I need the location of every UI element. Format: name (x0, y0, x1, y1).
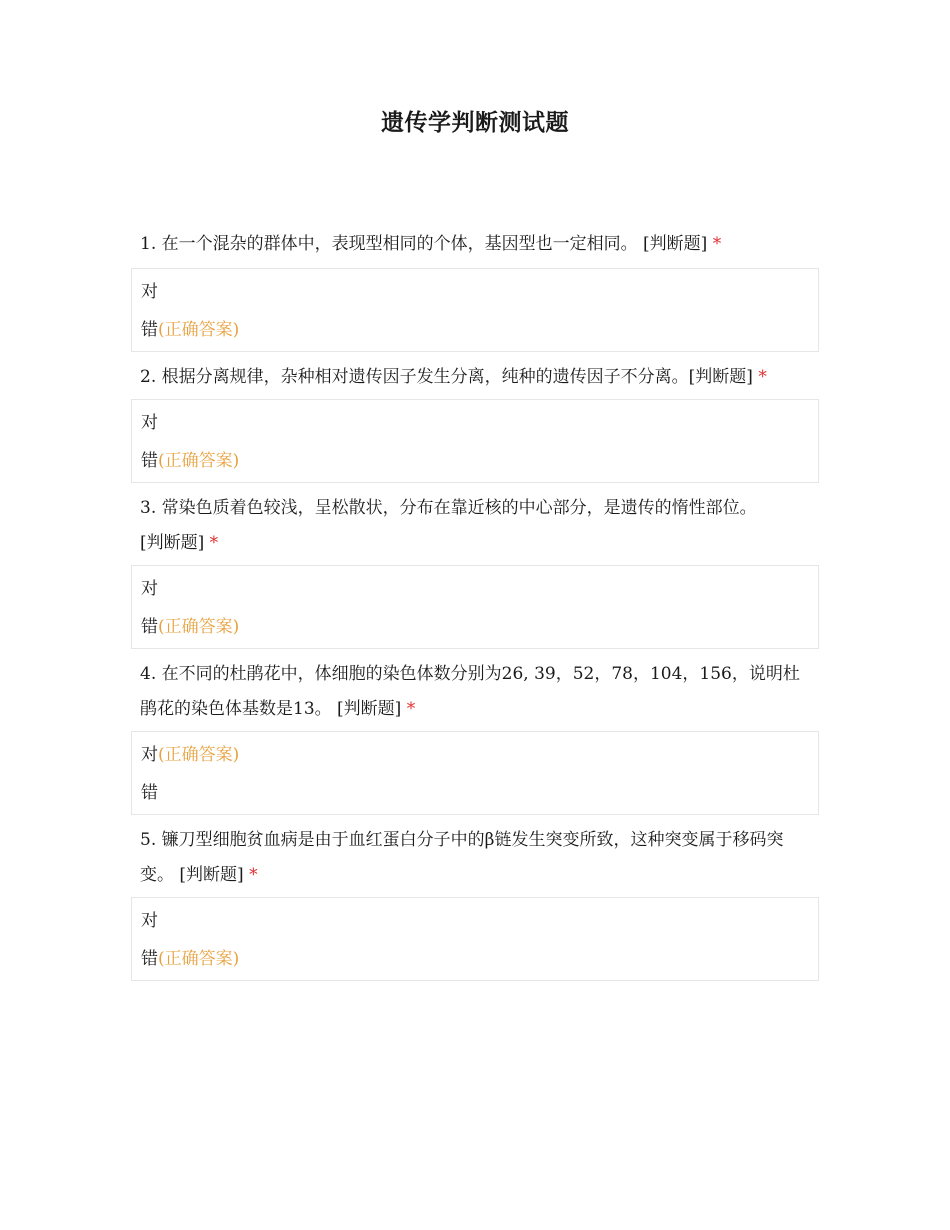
required-star: * (758, 367, 767, 387)
question-type-tag: [判断题] (140, 533, 205, 553)
correct-answer-tag: (正确答案) (158, 949, 240, 969)
question-type-tag: [判断题] (179, 865, 244, 885)
required-star: * (249, 865, 258, 885)
question-number: 5. (140, 830, 157, 850)
question-type-tag: [判断题] (337, 699, 402, 719)
question-text (131, 491, 819, 561)
option-true[interactable] (132, 273, 818, 311)
question-list (131, 227, 819, 989)
option-true[interactable] (132, 570, 818, 608)
options-box (131, 565, 819, 649)
required-star: * (406, 699, 416, 719)
option-label: 对 (141, 413, 158, 433)
option-label: 错 (141, 617, 158, 637)
question-1 (131, 227, 819, 352)
option-false[interactable] (132, 774, 818, 812)
question-number: 3. (140, 498, 157, 518)
option-false[interactable] (132, 311, 818, 349)
option-label: 错 (141, 783, 158, 803)
question-body: 在一个混杂的群体中，表现型相同的个体，基因型也一定相同。 (161, 234, 638, 254)
options-box (131, 731, 819, 815)
page-title: 遗传学判断测试题 (381, 109, 569, 136)
correct-answer-tag: (正确答案) (158, 320, 240, 340)
correct-answer-tag: (正确答案) (158, 451, 240, 471)
question-body: 根据分离规律，杂种相对遗传因子发生分离，纯种的遗传因子不分离。 (161, 367, 689, 387)
option-label: 对 (141, 745, 158, 765)
correct-answer-tag: (正确答案) (158, 745, 240, 765)
option-label: 对 (141, 282, 158, 302)
options-box (131, 268, 819, 352)
question-type-tag: [判断题] (688, 367, 753, 387)
options-box (131, 897, 819, 981)
question-number: 4. (140, 664, 157, 684)
option-false[interactable] (132, 940, 818, 978)
correct-answer-tag: (正确答案) (158, 617, 240, 637)
question-body: 常染色质着色较浅，呈松散状，分布在靠近核的中心部分，是遗传的惰性部位。 (161, 498, 757, 518)
question-2 (131, 360, 819, 483)
question-number: 1. (140, 234, 157, 254)
question-3 (131, 491, 819, 649)
option-true[interactable] (132, 404, 818, 442)
option-true[interactable] (132, 902, 818, 940)
question-text (131, 657, 819, 727)
question-5 (131, 823, 819, 981)
question-body: 镰刀型细胞贫血病是由于血红蛋白分子中的β链发生突变所致，这种突变属于移码突变。 (140, 830, 784, 885)
option-false[interactable] (132, 442, 818, 480)
option-label: 错 (141, 949, 158, 969)
question-number: 2. (140, 367, 157, 387)
question-text (131, 360, 819, 395)
required-star: * (712, 234, 722, 254)
question-type-tag: [判断题] (643, 234, 708, 254)
question-body: 在不同的杜鹃花中，体细胞的染色体数分别为26, 39，52，78，104，156，说明杜鹃花的染色体基数是13。 (140, 664, 800, 719)
options-box (131, 399, 819, 483)
question-text (131, 823, 819, 893)
option-label: 对 (141, 911, 158, 931)
option-true[interactable] (132, 736, 818, 774)
option-label: 对 (141, 579, 158, 599)
option-false[interactable] (132, 608, 818, 646)
question-text (131, 227, 819, 262)
option-label: 错 (141, 320, 158, 340)
required-star: * (209, 533, 219, 553)
option-label: 错 (141, 451, 158, 471)
question-4 (131, 657, 819, 815)
